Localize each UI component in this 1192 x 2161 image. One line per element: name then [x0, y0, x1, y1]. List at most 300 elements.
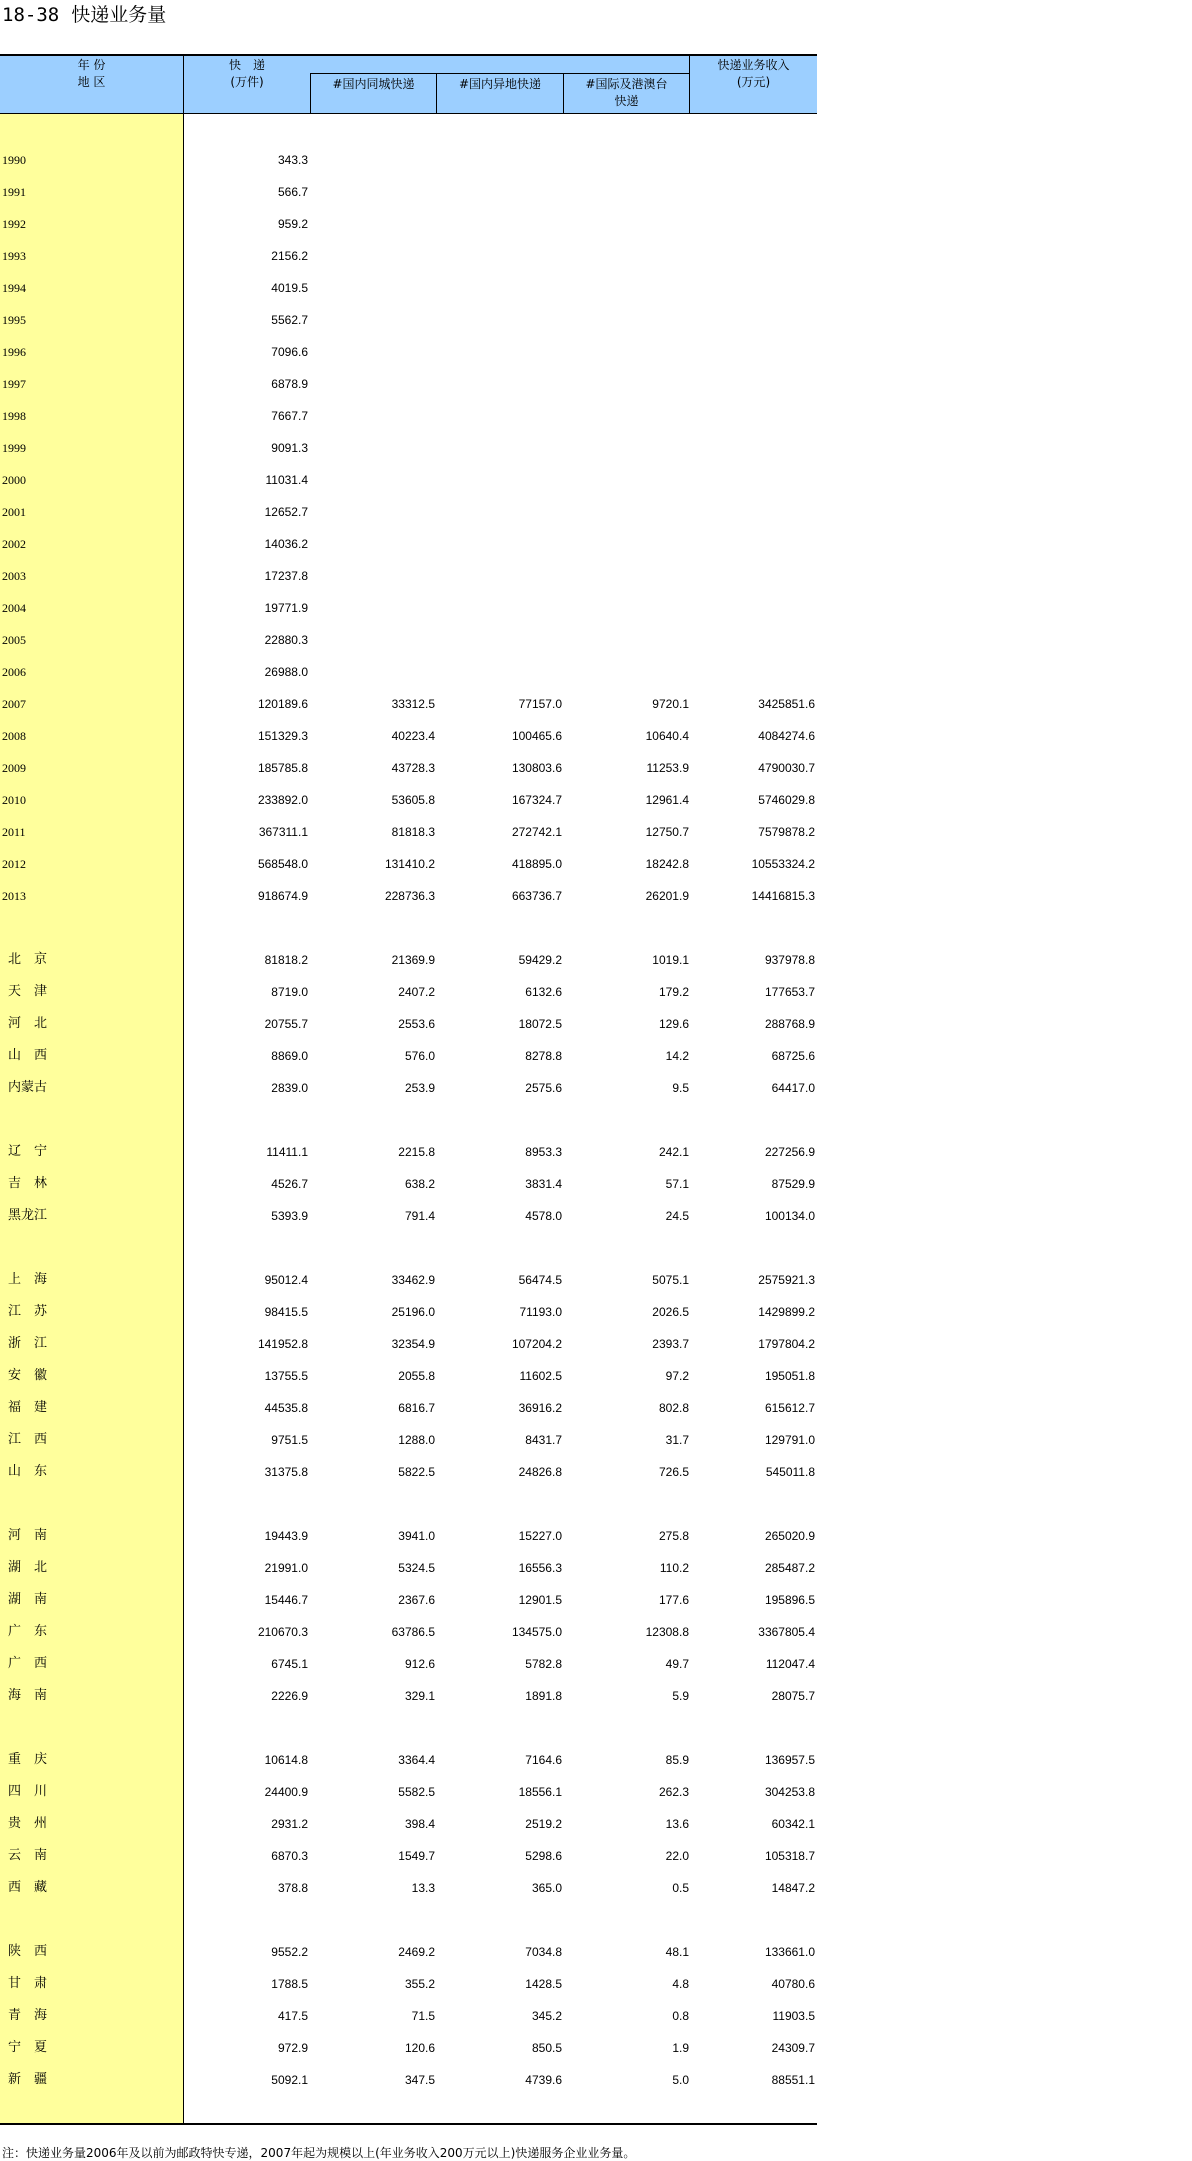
revenue-value: [690, 502, 815, 522]
inter-city-value: [436, 150, 562, 170]
express-total: 20755.7: [264, 1017, 308, 1031]
intra-city-value: 2553.6: [398, 1017, 435, 1031]
intra-city-value: 347.5: [404, 2073, 435, 2087]
table-top-border: [0, 54, 817, 56]
intra-city-value: 398.4: [404, 1817, 435, 1831]
intra-city-value: 120.6: [404, 2041, 435, 2055]
row-label: 湖 北: [8, 1560, 48, 1575]
inter-city-value: 15227.0: [518, 1529, 562, 1543]
revenue-value: [690, 342, 815, 362]
row-label: 1994: [2, 281, 26, 295]
table-row-region: [0, 1654, 817, 1674]
intra-city-value: 33462.9: [391, 1273, 435, 1287]
inter-city-value: 5782.8: [525, 1657, 562, 1671]
table-row-year: [0, 342, 817, 362]
header-revenue-label: 快递业务收入: [717, 58, 790, 72]
header-international-line2: 快递: [614, 94, 639, 108]
row-label: 四 川: [8, 1784, 48, 1799]
revenue-value: 7579878.2: [758, 825, 815, 839]
header-year-region: [0, 57, 183, 91]
inter-city-value: 5298.6: [525, 1849, 562, 1863]
express-total: 95012.4: [264, 1273, 308, 1287]
table-row-year: [0, 758, 817, 778]
row-label: 贵 州: [8, 1816, 48, 1831]
revenue-value: 11903.5: [772, 2009, 815, 2023]
express-total: 918674.9: [257, 889, 308, 903]
international-value: 0.5: [672, 1881, 689, 1895]
international-value: 49.7: [665, 1657, 689, 1671]
row-label: 福 建: [8, 1400, 48, 1415]
intra-city-value: 5324.5: [398, 1561, 435, 1575]
revenue-value: [690, 310, 815, 330]
row-label: 2011: [2, 825, 26, 839]
inter-city-value: 1428.5: [525, 1977, 562, 1991]
international-value: 24.5: [665, 1209, 689, 1223]
intra-city-value: [309, 246, 435, 266]
express-total: 4019.5: [271, 281, 308, 295]
express-total: 81818.2: [264, 953, 308, 967]
row-label: 2007: [2, 697, 26, 711]
intra-city-value: [309, 310, 435, 330]
row-label: 1990: [2, 153, 26, 167]
table-row-region: [0, 1142, 817, 1162]
table-row-region: [0, 1046, 817, 1066]
inter-city-value: 1891.8: [525, 1689, 562, 1703]
intra-city-value: [309, 470, 435, 490]
express-total: 343.3: [277, 153, 308, 167]
table-row-region: [0, 1782, 817, 1802]
revenue-value: 88551.1: [771, 2073, 815, 2087]
international-value: 242.1: [658, 1145, 689, 1159]
inter-city-value: [436, 470, 562, 490]
table-row-region: [0, 1846, 817, 1866]
inter-city-value: 18072.5: [518, 1017, 562, 1031]
express-total: 5562.7: [271, 313, 308, 327]
international-value: [563, 406, 689, 426]
intra-city-value: 2469.2: [398, 1945, 435, 1959]
revenue-value: 133661.0: [764, 1945, 815, 1959]
intra-city-value: 2215.8: [398, 1145, 435, 1159]
international-value: 10640.4: [645, 729, 689, 743]
table-row-year: [0, 502, 817, 522]
table-row-year: [0, 854, 817, 874]
revenue-value: 14847.2: [771, 1881, 815, 1895]
table-row-region: [0, 1558, 817, 1578]
international-value: [563, 630, 689, 650]
international-value: 12308.8: [645, 1625, 689, 1639]
intra-city-value: 791.4: [404, 1209, 435, 1223]
inter-city-value: [436, 406, 562, 426]
inter-city-value: [436, 214, 562, 234]
international-value: 179.2: [658, 985, 689, 999]
inter-city-value: 36916.2: [518, 1401, 562, 1415]
row-label: 甘 肃: [8, 1976, 48, 1991]
revenue-value: [690, 374, 815, 394]
table-row-region: [0, 1334, 817, 1354]
express-total: 12652.7: [264, 505, 308, 519]
revenue-value: 60342.1: [771, 1817, 815, 1831]
international-value: 275.8: [658, 1529, 689, 1543]
header-inter-city: #国内异地快递: [458, 77, 542, 91]
express-total: 2156.2: [271, 249, 308, 263]
intra-city-value: 355.2: [404, 1977, 435, 1991]
revenue-value: [690, 534, 815, 554]
table-row-year: [0, 406, 817, 426]
table-row-region: [0, 1622, 817, 1642]
inter-city-value: [436, 246, 562, 266]
inter-city-value: 345.2: [531, 2009, 562, 2023]
inter-city-value: 272742.1: [511, 825, 562, 839]
international-value: 48.1: [665, 1945, 689, 1959]
inter-city-value: 107204.2: [511, 1337, 562, 1351]
table-row-region: [0, 2038, 817, 2058]
international-value: 129.6: [658, 1017, 689, 1031]
inter-city-value: 16556.3: [518, 1561, 562, 1575]
international-value: 0.8: [672, 2009, 689, 2023]
express-total: 26988.0: [264, 665, 308, 679]
table-row-region: [0, 1974, 817, 1994]
table-row-year: [0, 182, 817, 202]
row-label: 2005: [2, 633, 26, 647]
revenue-value: [690, 406, 815, 426]
table-row-region: [0, 1462, 817, 1482]
international-value: 9.5: [672, 1081, 689, 1095]
revenue-value: [690, 150, 815, 170]
header-region-label: 地 区: [77, 75, 106, 89]
table-row-year: [0, 534, 817, 554]
row-label: 青 海: [8, 2008, 48, 2023]
express-total: 566.7: [277, 185, 308, 199]
international-value: 1019.1: [652, 953, 689, 967]
table-row-region: [0, 950, 817, 970]
revenue-value: 10553324.2: [751, 857, 815, 871]
revenue-value: 40780.6: [771, 1977, 815, 1991]
intra-city-value: 131410.2: [384, 857, 435, 871]
international-value: 18242.8: [645, 857, 689, 871]
inter-city-value: 130803.6: [511, 761, 562, 775]
revenue-value: 4790030.7: [758, 761, 815, 775]
table-row-region: [0, 1526, 817, 1546]
revenue-value: 28075.7: [771, 1689, 815, 1703]
table-row-region: [0, 1270, 817, 1290]
intra-city-value: [309, 438, 435, 458]
revenue-value: 615612.7: [764, 1401, 815, 1415]
express-total: 210670.3: [257, 1625, 308, 1639]
table-row-region: [0, 1942, 817, 1962]
row-label: 云 南: [8, 1848, 48, 1863]
table-title: 快递业务量: [71, 4, 167, 26]
table-row-year: [0, 310, 817, 330]
intra-city-value: 43728.3: [391, 761, 435, 775]
inter-city-value: [436, 566, 562, 586]
table-row-year: [0, 278, 817, 298]
inter-city-value: 3831.4: [525, 1177, 562, 1191]
row-label: 2012: [2, 857, 26, 871]
express-total: 22880.3: [264, 633, 308, 647]
international-value: 13.6: [665, 1817, 689, 1831]
intra-city-value: [309, 278, 435, 298]
row-label: 江 苏: [8, 1304, 48, 1319]
revenue-value: [690, 566, 815, 586]
international-value: [563, 374, 689, 394]
revenue-value: 87529.9: [771, 1177, 815, 1191]
express-total: 959.2: [277, 217, 308, 231]
revenue-value: [690, 598, 815, 618]
intra-city-value: 13.3: [411, 1881, 435, 1895]
revenue-value: 24309.7: [771, 2041, 815, 2055]
table-row-year: [0, 598, 817, 618]
international-value: 5075.1: [652, 1273, 689, 1287]
revenue-value: 3425851.6: [758, 697, 815, 711]
intra-city-value: 3941.0: [398, 1529, 435, 1543]
header-express-label: 快 递: [228, 58, 265, 72]
intra-city-value: 253.9: [404, 1081, 435, 1095]
international-value: [563, 246, 689, 266]
intra-city-value: [309, 598, 435, 618]
inter-city-value: [436, 342, 562, 362]
international-value: 31.7: [665, 1433, 689, 1447]
table-row-region: [0, 1814, 817, 1834]
inter-city-value: [436, 630, 562, 650]
row-label: 重 庆: [8, 1752, 48, 1767]
express-total: 10614.8: [264, 1753, 308, 1767]
revenue-value: 285487.2: [764, 1561, 815, 1575]
express-total: 19443.9: [264, 1529, 308, 1543]
intra-city-value: 3364.4: [398, 1753, 435, 1767]
express-total: 21991.0: [264, 1561, 308, 1575]
inter-city-value: [436, 310, 562, 330]
express-total: 9552.2: [271, 1945, 308, 1959]
international-value: [563, 566, 689, 586]
revenue-value: 112047.4: [765, 1657, 815, 1671]
table-row-year: [0, 694, 817, 714]
table-row-year: [0, 566, 817, 586]
international-value: [563, 438, 689, 458]
row-label: 北 京: [8, 952, 48, 967]
intra-city-value: [309, 566, 435, 586]
intra-city-value: 2055.8: [398, 1369, 435, 1383]
row-label: 山 东: [8, 1464, 48, 1479]
table-row-region: [0, 2070, 817, 2090]
row-label: 西 藏: [8, 1880, 48, 1895]
express-total: 9091.3: [271, 441, 308, 455]
express-total: 417.5: [277, 2009, 308, 2023]
intra-city-value: 912.6: [404, 1657, 435, 1671]
intra-city-value: 32354.9: [391, 1337, 435, 1351]
row-label: 上 海: [8, 1272, 48, 1287]
international-value: 4.8: [672, 1977, 689, 1991]
revenue-value: 64417.0: [771, 1081, 815, 1095]
international-value: [563, 534, 689, 554]
intra-city-value: 63786.5: [391, 1625, 435, 1639]
table-row-year: [0, 438, 817, 458]
express-total: 233892.0: [257, 793, 308, 807]
header-intra-city: #国内同城快递: [332, 77, 415, 91]
row-label: 1996: [2, 345, 26, 359]
row-label: 河 北: [8, 1016, 48, 1031]
revenue-value: 265020.9: [764, 1529, 815, 1543]
intra-city-value: 1288.0: [398, 1433, 435, 1447]
inter-city-value: 59429.2: [518, 953, 562, 967]
revenue-value: 2575921.3: [758, 1273, 815, 1287]
table-row-year: [0, 662, 817, 682]
inter-city-value: [436, 534, 562, 554]
inter-city-value: 6132.6: [525, 985, 562, 999]
header-subgroup-line: [310, 73, 689, 74]
express-total: 6870.3: [271, 1849, 308, 1863]
row-label: 广 西: [8, 1656, 48, 1671]
intra-city-value: 81818.3: [391, 825, 435, 839]
revenue-value: 100134.0: [764, 1209, 815, 1223]
intra-city-value: [309, 150, 435, 170]
revenue-value: 136957.5: [764, 1753, 815, 1767]
table-row-region: [0, 1366, 817, 1386]
express-total: 19771.9: [264, 601, 308, 615]
inter-city-value: 2575.6: [525, 1081, 562, 1095]
inter-city-value: [436, 182, 562, 202]
intra-city-value: 329.1: [404, 1689, 435, 1703]
row-label: 1993: [2, 249, 26, 263]
table-row-region: [0, 1878, 817, 1898]
header-revenue-unit: (万元): [736, 75, 771, 89]
intra-city-value: [309, 534, 435, 554]
inter-city-value: [436, 438, 562, 458]
inter-city-value: 7034.8: [525, 1945, 562, 1959]
inter-city-value: 2519.2: [525, 1817, 562, 1831]
international-value: 9720.1: [652, 697, 689, 711]
intra-city-value: 2407.2: [398, 985, 435, 999]
table-row-year: [0, 822, 817, 842]
inter-city-value: 7164.6: [525, 1753, 562, 1767]
row-label: 新 疆: [8, 2072, 48, 2087]
express-total: 44535.8: [264, 1401, 308, 1415]
table-row-year: [0, 790, 817, 810]
table-bottom-border: [0, 2123, 817, 2125]
inter-city-value: 71193.0: [519, 1305, 562, 1319]
international-value: 5.0: [672, 2073, 689, 2087]
international-value: [563, 342, 689, 362]
express-total: 1788.5: [271, 1977, 308, 1991]
international-value: 57.1: [665, 1177, 689, 1191]
inter-city-value: 134575.0: [511, 1625, 562, 1639]
express-total: 2931.2: [271, 1817, 308, 1831]
footnote: 注：快递业务量2006年及以前为邮政特快专递，2007年起为规模以上(年业务收入200万元以上)快递服务企业业务量。: [2, 2146, 636, 2160]
express-total: 8719.0: [271, 985, 308, 999]
express-total: 31375.8: [264, 1465, 308, 1479]
inter-city-value: 167324.7: [511, 793, 562, 807]
intra-city-value: 228736.3: [384, 889, 435, 903]
revenue-value: 3367805.4: [758, 1625, 815, 1639]
intra-city-value: 21369.9: [391, 953, 435, 967]
header-international-line1: #国际及港澳台: [585, 77, 668, 91]
header-express: [184, 57, 310, 91]
international-value: 11253.9: [646, 761, 689, 775]
inter-city-value: [436, 374, 562, 394]
table-row-region: [0, 1014, 817, 1034]
header-international: [564, 76, 689, 110]
intra-city-value: 576.0: [404, 1049, 435, 1063]
inter-city-value: 4739.6: [525, 2073, 562, 2087]
revenue-value: 1429899.2: [758, 1305, 815, 1319]
express-total: 151329.3: [257, 729, 308, 743]
table-row-year: [0, 246, 817, 266]
row-label: 天 津: [8, 984, 48, 999]
international-value: [563, 214, 689, 234]
intra-city-value: 53605.8: [391, 793, 435, 807]
express-total: 972.9: [277, 2041, 308, 2055]
international-value: [563, 310, 689, 330]
inter-city-value: 100465.6: [511, 729, 562, 743]
table-row-region: [0, 2006, 817, 2026]
international-value: 5.9: [672, 1689, 689, 1703]
intra-city-value: [309, 630, 435, 650]
inter-city-value: 850.5: [531, 2041, 562, 2055]
international-value: 97.2: [665, 1369, 689, 1383]
row-label: 1999: [2, 441, 26, 455]
table-row-year: [0, 374, 817, 394]
table-row-region: [0, 1302, 817, 1322]
revenue-value: [690, 438, 815, 458]
inter-city-value: 418895.0: [511, 857, 562, 871]
row-label: 黑龙江: [8, 1208, 48, 1223]
revenue-value: 227256.9: [764, 1145, 815, 1159]
row-label: 2000: [2, 473, 26, 487]
intra-city-value: [309, 502, 435, 522]
row-label: 吉 林: [8, 1176, 48, 1191]
express-total: 98415.5: [264, 1305, 308, 1319]
row-label: 浙 江: [8, 1336, 48, 1351]
international-value: 802.8: [658, 1401, 689, 1415]
intra-city-value: [309, 662, 435, 682]
revenue-value: [690, 278, 815, 298]
intra-city-value: 40223.4: [391, 729, 435, 743]
intra-city-value: [309, 214, 435, 234]
table-number: 18-38: [2, 4, 60, 26]
revenue-value: 105318.7: [764, 1849, 815, 1863]
revenue-value: 304253.8: [764, 1785, 815, 1799]
table-row-region: [0, 1174, 817, 1194]
revenue-value: 1797804.2: [758, 1337, 815, 1351]
revenue-value: 288768.9: [764, 1017, 815, 1031]
intra-city-value: 2367.6: [398, 1593, 435, 1607]
table-row-year: [0, 886, 817, 906]
header-express-unit: (万件): [230, 75, 264, 89]
express-total: 11411.1: [266, 1145, 308, 1159]
revenue-value: 545011.8: [765, 1465, 815, 1479]
revenue-value: 195896.5: [764, 1593, 815, 1607]
inter-city-value: [436, 662, 562, 682]
intra-city-value: 25196.0: [391, 1305, 435, 1319]
international-value: 85.9: [665, 1753, 689, 1767]
express-total: 378.8: [277, 1881, 308, 1895]
express-total: 568548.0: [257, 857, 308, 871]
international-value: [563, 470, 689, 490]
row-label: 海 南: [8, 1688, 48, 1703]
international-value: 110.2: [659, 1561, 689, 1575]
international-value: 1.9: [672, 2041, 689, 2055]
intra-city-value: 5822.5: [398, 1465, 435, 1479]
row-label: 安 徽: [8, 1368, 48, 1383]
express-total: 4526.7: [271, 1177, 308, 1191]
express-total: 7667.7: [271, 409, 308, 423]
table-row-year: [0, 630, 817, 650]
intra-city-value: 71.5: [411, 2009, 435, 2023]
row-label: 2010: [2, 793, 26, 807]
inter-city-value: 18556.1: [518, 1785, 562, 1799]
table-row-year: [0, 470, 817, 490]
international-value: [563, 150, 689, 170]
table-row-region: [0, 1078, 817, 1098]
